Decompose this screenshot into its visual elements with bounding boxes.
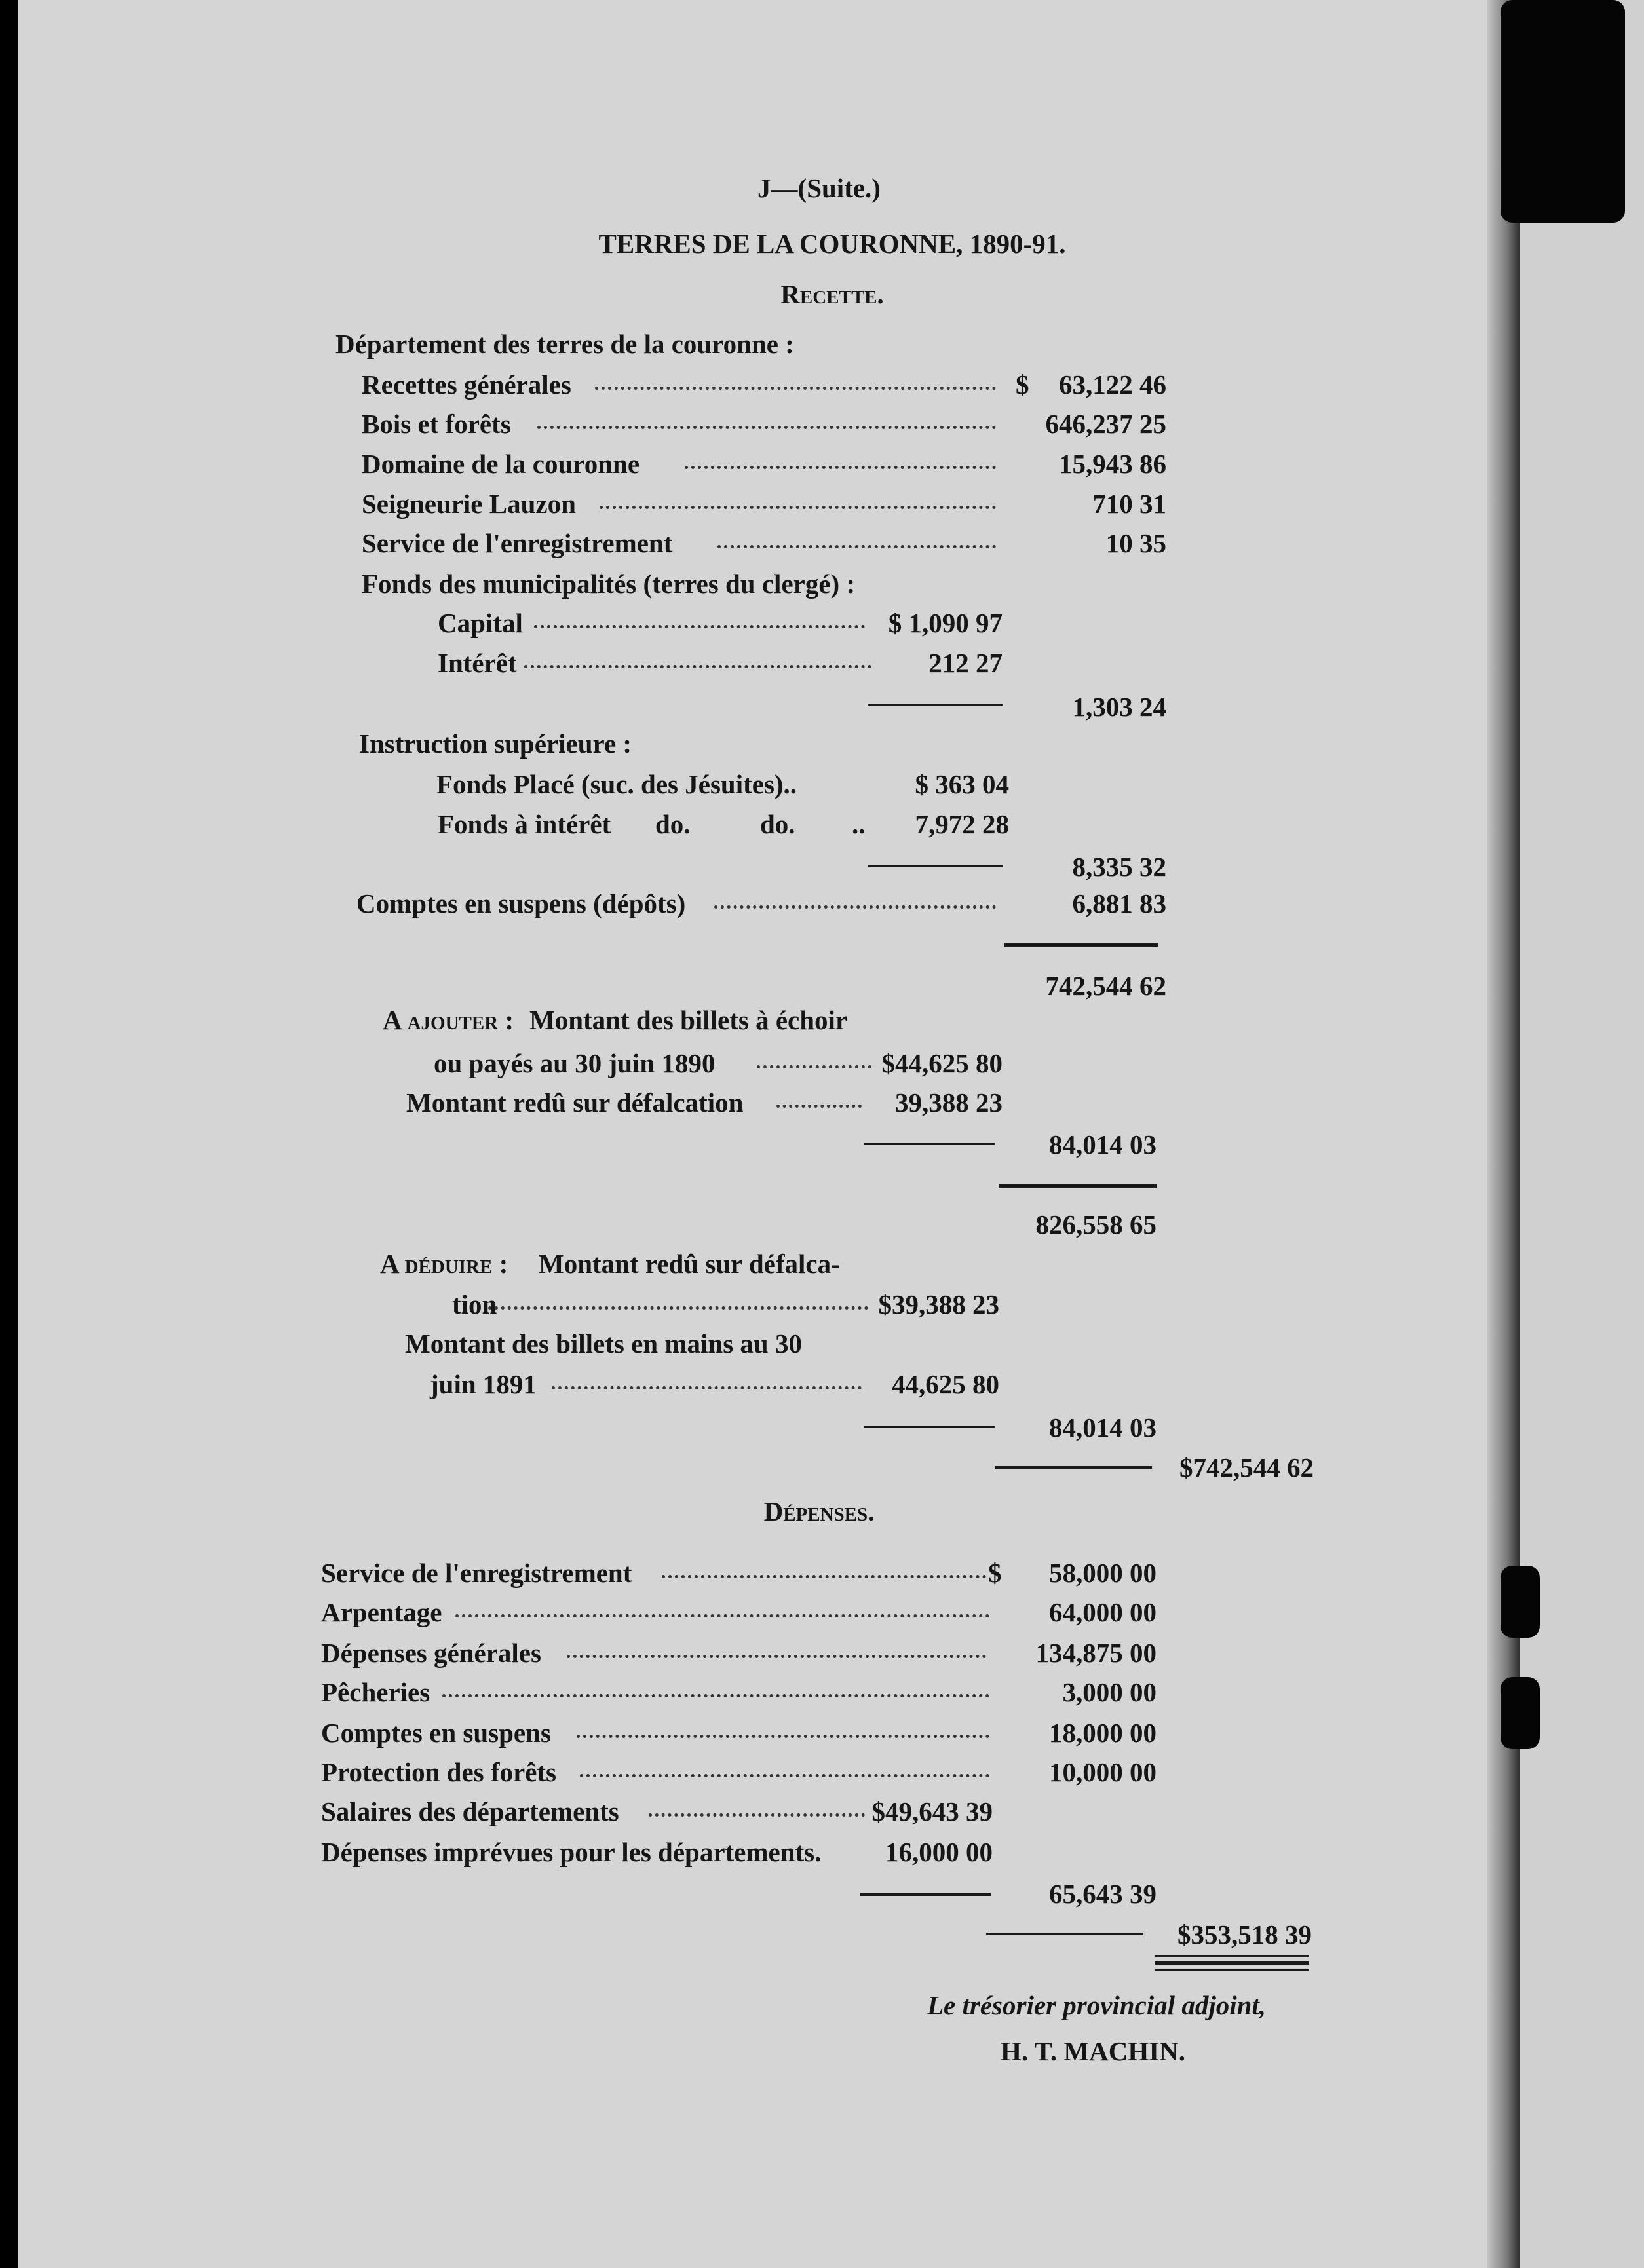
salaries-label: Salaires des départements: [321, 1796, 619, 1826]
receipt-label: Domaine de la couronne: [362, 449, 640, 479]
expense-label: Dépenses générales: [321, 1638, 541, 1668]
dot-leader: [442, 1694, 989, 1697]
sum-rule: [860, 1893, 991, 1896]
expenses-grand-total: $353,518 39: [1177, 1919, 1312, 1950]
receipts-subtotal-2: 826,558 65: [1035, 1209, 1157, 1239]
expenses-subtotal: 65,643 39: [1049, 1879, 1157, 1909]
expense-label: Service de l'enregistrement: [321, 1558, 632, 1588]
receipt-amount: 710 31: [1092, 489, 1166, 519]
ditto-mark: do.: [655, 809, 691, 839]
instruction-heading: Instruction supérieure :: [359, 728, 632, 759]
receipts-subtotal: 742,544 62: [1045, 971, 1166, 1001]
sum-rule: [868, 865, 1003, 867]
department-heading: Département des terres de la couronne :: [335, 329, 794, 359]
sum-rule: [868, 704, 1003, 706]
page-edge-shadow: [1487, 0, 1520, 2268]
dot-leader: [685, 466, 996, 469]
suspense-label: Comptes en suspens (dépôts): [356, 888, 686, 918]
instruction-line-amount: $ 363 04: [915, 769, 1009, 799]
receipt-amount: 63,122 46: [1059, 369, 1166, 400]
expense-amount: 58,000 00: [1049, 1558, 1157, 1588]
dot-leader: [580, 1774, 989, 1777]
page-title: TERRES DE LA COURONNE, 1890-91.: [598, 229, 1066, 259]
expense-amount: 3,000 00: [1062, 1677, 1157, 1707]
dot-leader: [595, 387, 996, 390]
signature-name: H. T. MACHIN.: [1000, 2036, 1186, 2066]
add-line-label: ou payés au 30 juin 1890: [434, 1048, 716, 1078]
sum-rule: [864, 1426, 995, 1428]
dot-leader-text: ..: [852, 809, 866, 839]
expense-amount: 134,875 00: [1035, 1638, 1157, 1668]
deduct-line-amount: $39,388 23: [878, 1289, 999, 1319]
expense-label: Pêcheries: [321, 1677, 430, 1707]
receipts-heading: Recette.: [780, 279, 884, 309]
receipt-amount: 10 35: [1105, 528, 1166, 558]
expense-amount: 64,000 00: [1049, 1597, 1157, 1627]
interest-label: Intérêt: [438, 648, 517, 678]
add-line: Montant des billets à échoir: [529, 1005, 848, 1035]
dot-leader: [552, 1386, 862, 1389]
dot-leader: [488, 1306, 868, 1310]
dot-leader: [524, 665, 871, 668]
expenses-heading: Dépenses.: [763, 1496, 875, 1526]
receipts-grand-total: $742,544 62: [1179, 1452, 1314, 1483]
capital-label: Capital: [438, 608, 523, 638]
receipt-label: Bois et forêts: [362, 409, 511, 439]
dollar-sign: $: [1016, 369, 1029, 400]
binding-tab: [1501, 0, 1625, 223]
expense-amount: 18,000 00: [1049, 1718, 1157, 1748]
receipt-amount: 646,237 25: [1045, 409, 1166, 439]
deduct-line-label: juin 1891: [430, 1369, 537, 1399]
double-rule: [1155, 1955, 1309, 1963]
salaries-amount: $49,643 39: [871, 1796, 993, 1826]
expense-label: Arpentage: [321, 1597, 442, 1627]
expense-amount: 10,000 00: [1049, 1757, 1157, 1787]
dot-leader: [567, 1655, 986, 1658]
expense-label: Protection des forêts: [321, 1757, 557, 1787]
unforeseen-label: Dépenses imprévues pour les départements.: [321, 1837, 822, 1867]
deduct-line-label: tion: [452, 1289, 497, 1319]
receipt-label: Service de l'enregistrement: [362, 528, 673, 558]
sum-rule: [864, 1143, 995, 1145]
deduct-line: Montant des billets en mains au 30: [405, 1329, 802, 1359]
interest-amount: 212 27: [928, 648, 1003, 678]
add-line-amount: $44,625 80: [881, 1048, 1003, 1078]
deduct-total: 84,014 03: [1049, 1412, 1157, 1443]
deduct-line: Montant redû sur défalca-: [539, 1249, 840, 1279]
binding-tab: [1501, 1677, 1540, 1749]
expense-label: Comptes en suspens: [321, 1718, 551, 1748]
double-rule: [1155, 1963, 1309, 1971]
add-line-label: Montant redû sur défalcation: [406, 1087, 744, 1118]
municipal-total: 1,303 24: [1072, 692, 1166, 722]
sum-rule: [1004, 943, 1158, 947]
dot-leader: [717, 545, 996, 548]
dot-leader: [600, 506, 996, 509]
binding-tab: [1501, 1566, 1540, 1638]
receipt-label: Seigneurie Lauzon: [362, 489, 576, 519]
dot-leader: [662, 1575, 986, 1578]
unforeseen-amount: 16,000 00: [885, 1837, 993, 1867]
dot-leader: [534, 625, 865, 628]
receipt-label: Recettes générales: [362, 369, 571, 400]
section-heading: J—(Suite.): [757, 173, 881, 203]
instruction-line-label: Fonds Placé (suc. des Jésuites)..: [436, 769, 797, 799]
dot-leader: [455, 1614, 989, 1617]
dot-leader: [537, 426, 996, 429]
add-total: 84,014 03: [1049, 1129, 1157, 1160]
dot-leader: [577, 1735, 989, 1738]
signature-title: Le trésorier provincial adjoint,: [927, 1990, 1267, 2020]
deduct-line-amount: 44,625 80: [892, 1369, 999, 1399]
capital-amount: $ 1,090 97: [888, 608, 1003, 638]
receipt-amount: 15,943 86: [1059, 449, 1166, 479]
add-line-amount: 39,388 23: [895, 1087, 1003, 1118]
suspense-amount: 6,881 83: [1072, 888, 1166, 918]
sum-rule: [999, 1184, 1157, 1188]
instruction-total: 8,335 32: [1072, 852, 1166, 882]
ditto-mark: do.: [760, 809, 795, 839]
instruction-line-amount: 7,972 28: [915, 809, 1009, 839]
instruction-line-label: Fonds à intérêt: [438, 809, 611, 839]
deduct-prefix: A déduire :: [380, 1249, 508, 1279]
dot-leader: [714, 905, 996, 909]
binding-strip: [1520, 0, 1644, 2268]
municipal-heading: Fonds des municipalités (terres du clergé) :: [362, 569, 856, 599]
dollar-sign: $: [988, 1558, 1002, 1588]
add-prefix: A ajouter :: [383, 1005, 514, 1035]
